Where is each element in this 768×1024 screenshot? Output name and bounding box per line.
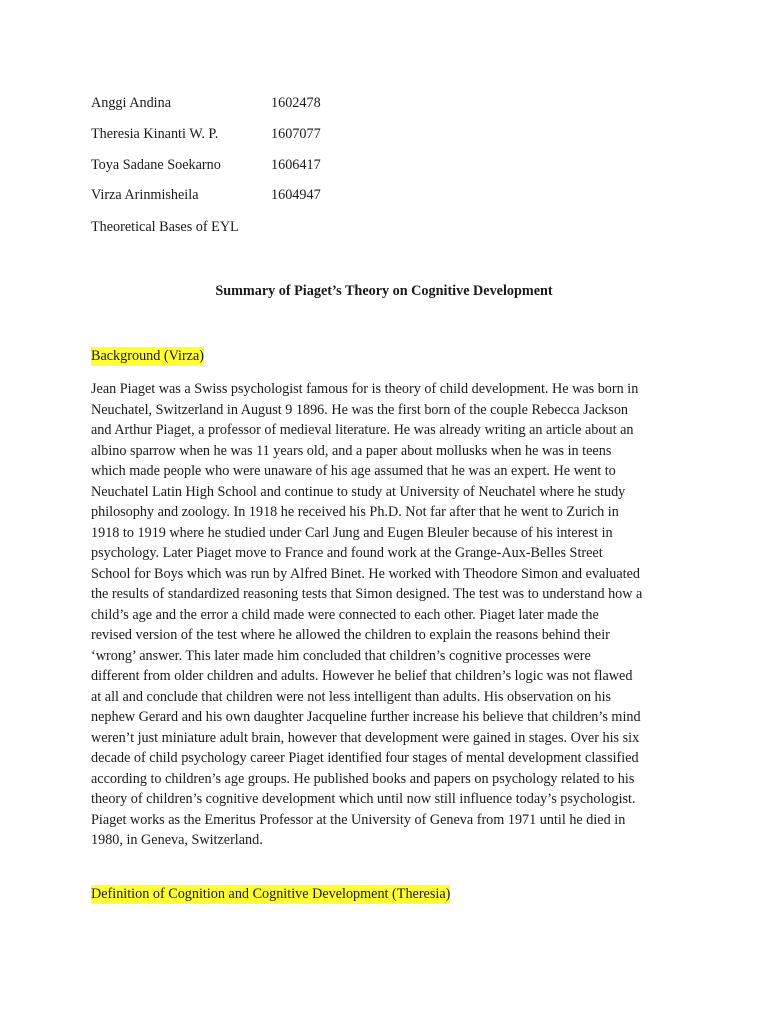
text-line: 1918 to 1919 where he studied under Carl Jung and Eugen Bleuler because of his interest in (91, 524, 613, 541)
student-id: 1607077 (271, 125, 321, 142)
text-line: 1980, in Geneva, Switzerland. (91, 832, 263, 848)
text-line: decade of child psychology career Piaget identified four stages of mental development classified (91, 750, 639, 766)
author-name: Theresia Kinanti W. P. (91, 125, 219, 142)
text-line: at all and conclude that children were not less intelligent than adults. His observation on his (91, 688, 612, 705)
section-heading-label: Background (Virza) (91, 348, 204, 364)
student-id: 1604947 (271, 187, 321, 204)
section-heading-background (91, 346, 204, 366)
text-line: child’s age and the error a child made were connected to each other. Piaget later made the (91, 606, 599, 623)
text-line: ‘wrong’ answer. This later made him concluded that children’s cognitive processes were (91, 647, 591, 664)
text-line: philosophy and zoology. In 1918 he received his Ph.D. Not far after that he went to Zurich in (91, 504, 619, 520)
text-line: which made people who were unaware of his age assumed that he was an expert. He went to (91, 463, 616, 479)
text-line: Jean Piaget was a Swiss psychologist famous for is theory of child development. He was born in (91, 381, 639, 397)
author-name: Toya Sadane Soekarno (91, 156, 221, 173)
author-name: Virza Arinmisheila (91, 187, 199, 204)
text-line: nephew Gerard and his own daughter Jacqueline further increase his believe that children’s mind (91, 709, 641, 725)
student-id: 1602478 (271, 95, 321, 111)
text-line: weren’t just miniature adult brain, however that development were gained in stages. Over his six (91, 729, 640, 746)
text-line: albino sparrow when he was 11 years old, and a paper about mollusks when he was in teens (91, 442, 612, 459)
author-name: Anggi Andina (91, 95, 171, 111)
text-line: School for Boys which was run by Alfred Binet. He worked with Theodore Simon and evaluated (91, 565, 641, 582)
text-line: theory of children’s cognitive development which until now still influence today’s psychologist. (91, 791, 636, 807)
section-heading-label: Definition of Cognition and Cognitive Development (Theresia) (91, 886, 451, 902)
text-line: according to children’s age groups. He published books and papers on psychology related to his (91, 770, 635, 787)
text-line: Piaget works as the Emeritus Professor at the University of Geneva from 1971 until he died in (91, 811, 626, 828)
student-id: 1606417 (271, 156, 321, 173)
document-title: Summary of Piaget’s Theory on Cognitive Development (215, 283, 553, 299)
text-line: revised version of the test where he allowed the children to explain the reasons behind their (91, 627, 610, 643)
text-line: Neuchatel, Switzerland in August 9 1896. He was the first born of the couple Rebecca Jackson (91, 401, 629, 418)
course-name: Theoretical Bases of EYL (91, 219, 239, 235)
text-line: the results of standardized reasoning tests that Simon designed. The test was to understand how a (91, 586, 643, 602)
section-heading-definition (91, 884, 450, 904)
text-line: Neuchatel Latin High School and continue to study at University of Neuchatel where he study (91, 483, 626, 500)
background-paragraph (91, 379, 688, 851)
text-line: and Arthur Piaget, a professor of medieval literature. He was already writing an article about an (91, 422, 634, 438)
text-line: different from older children and adults. However he belief that children’s logic was not flawed (91, 668, 633, 684)
text-line: psychology. Later Piaget move to France and found work at the Grange-Aux-Belles Street (91, 545, 603, 561)
